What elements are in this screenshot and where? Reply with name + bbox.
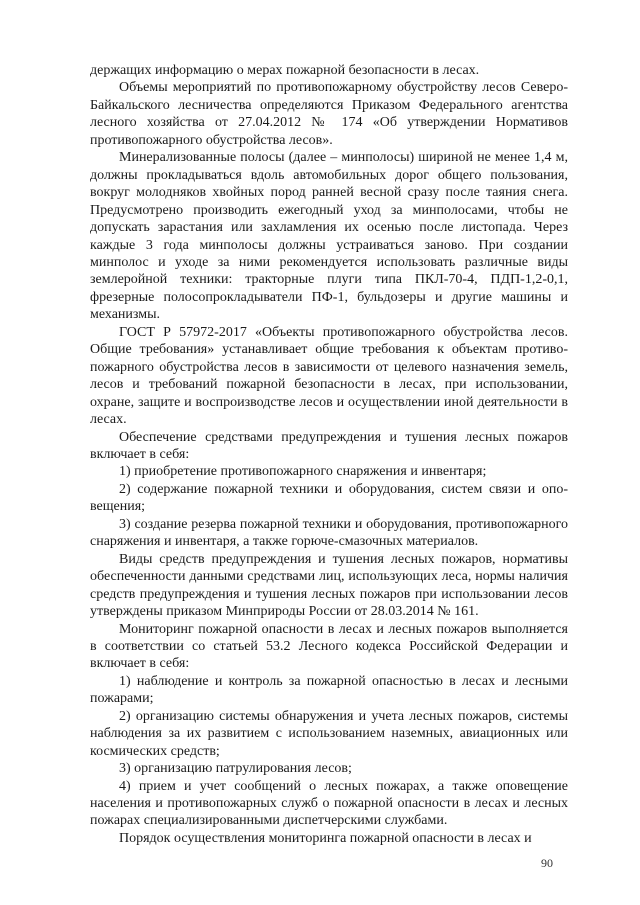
body-text xyxy=(90,62,568,847)
page-number: 90 xyxy=(541,856,553,870)
list-item: 3) организацию патрулирования лесов; xyxy=(119,761,352,777)
paragraph-fire-means-norms: Виды средств предупреждения и тушения лесных пожаров, нормативы обеспеченности данными средствами лиц, использующих леса, нормы наличия средств предупреждения и тушения лесных пожаров при использовании лесов утверждены приказом Минприроды России от 28.03.2014 № 161. xyxy=(90,551,568,620)
paragraph-fire-means-intro: Обеспечение средствами предупреждения и тушения лесных пожаров включает в себя: xyxy=(90,429,568,462)
list-item: 3) создание резерва пожарной техники и оборудования, противопожарного снаряжения и инвентаря, а также горюче-смазочных материалов. xyxy=(90,516,568,550)
paragraph-continued: держащих информацию о мерах пожарной безопасности в лесах. xyxy=(90,63,480,78)
list-item: 1) наблюдение и контроль за пожарной опасностью в лесах и лесными пожарами; xyxy=(90,673,568,707)
paragraph-fire-measures-volume: Объемы мероприятий по противопожарному обустройству лесов Северо-Байкальского лесничества определяются Приказом Федерального агентства лесного хозяйства от 27.04.2012 № 174 «Об утверждении Нормативов противопожарного обустройства лесов». xyxy=(90,80,568,148)
paragraph-gost: ГОСТ Р 57972-2017 «Объекты противопожарного обустройства лесов. Общие требования» устанавливает общие требования к объектам противопожарного обустройства лесов в зависимости от целевого назначения земель, лесов и требований пожарной безопасности в лесах, при использовании, охране, защите и воспроизводстве лесов и осуществлении иной деятельности в лесах. xyxy=(90,324,568,428)
list-item: 2) организацию системы обнаружения и учета лесных пожаров, системы наблюдения за их развитием с использованием наземных, авиационных или космических средств; xyxy=(90,708,568,759)
list-item: 4) прием и учет сообщений о лесных пожарах, а также оповещение населения и противопожарных служб о пожарной опасности в лесах и лесных пожарах специализированными диспетчерскими службами. xyxy=(90,778,568,829)
list-item: 1) приобретение противопожарного снаряжения и инвентаря; xyxy=(119,464,487,480)
paragraph-monitoring-procedure: Порядок осуществления мониторинга пожарной опасности в лесах и xyxy=(119,830,532,846)
paragraph-monitoring-intro: Мониторинг пожарной опасности в лесах и лесных пожаров выполняется в соответствии со статьей 53.2 Лесного кодекса Российской Федерации и включает в себя: xyxy=(90,621,568,672)
paragraph-mineralized-strips: Минерализованные полосы (далее – минполосы) шириной не менее 1,4 м, должны прокладываться вдоль автомобильных дорог общего пользования, вокруг молодняков хвойных пород ранней весной сразу после таяния снега. Предусмотрено производить ежегодный уход за минполосами, чтобы не допускать зарастания или захламления их осенью после листопада. Через каждые 3 года минполосы должны устраиваться заново. При создании минполос и уходе за ними рекомендуется использовать различные виды землеройной техники: тракторные плуги типа ПКЛ-70-4, ПДП-1,2-0,1, фрезерные полосопрокладыватели ПФ-1, бульдозеры и другие машины и механизмы. xyxy=(90,150,568,323)
list-item: 2) содержание пожарной техники и оборудования, систем связи и оповещения; xyxy=(90,481,568,515)
